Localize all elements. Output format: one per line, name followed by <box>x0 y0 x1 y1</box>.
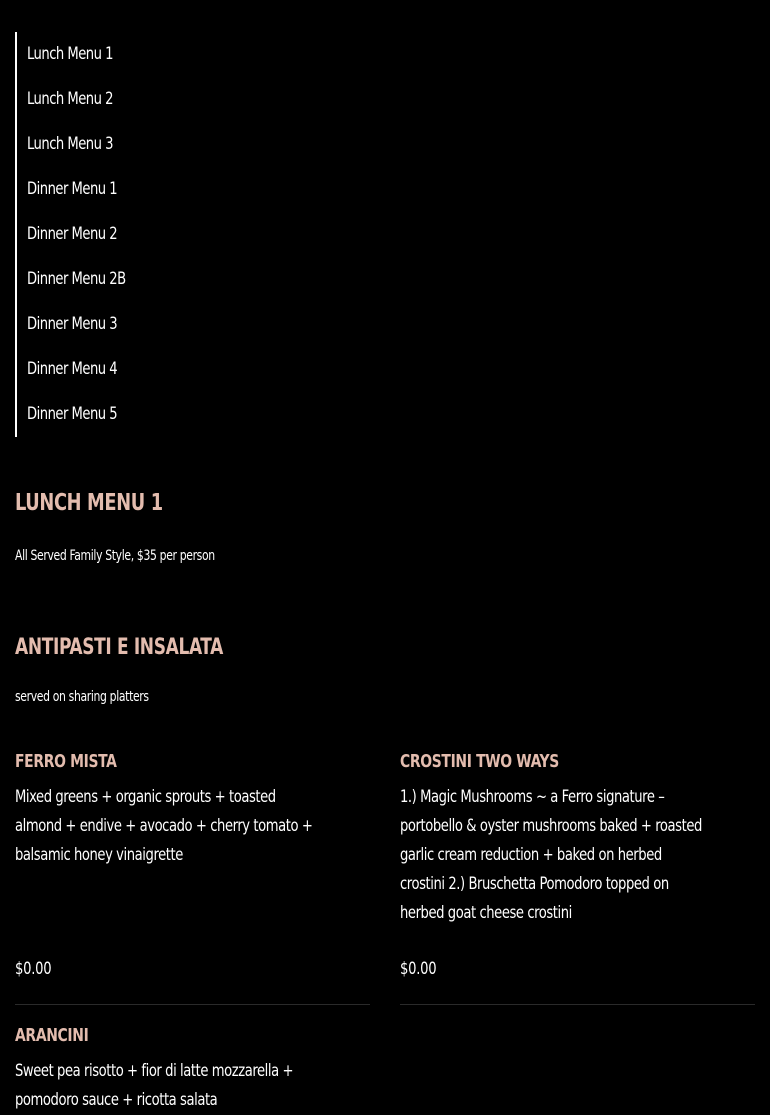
nav-item-dinner-menu-4[interactable]: Dinner Menu 4 <box>27 359 118 379</box>
nav-item-lunch-menu-2[interactable]: Lunch Menu 2 <box>27 89 113 109</box>
menu-subtitle: All Served Family Style, $35 per person <box>15 548 215 564</box>
section-subtitle: served on sharing platters <box>15 689 149 705</box>
menu-navigation <box>15 32 315 437</box>
nav-item-dinner-menu-3[interactable]: Dinner Menu 3 <box>27 314 118 334</box>
menu-item-description: Mixed greens + organic sprouts + toasted almond + endive + avocado + cherry tomato + balsamic honey vinaigrette <box>15 787 313 865</box>
menu-item-name: ARANCINI <box>15 1025 89 1046</box>
menu-item-ferro-mista <box>15 751 370 1006</box>
menu-item-price: $0.00 <box>400 959 437 979</box>
nav-item-lunch-menu-3[interactable]: Lunch Menu 3 <box>27 134 113 154</box>
menu-title: LUNCH MENU 1 <box>15 490 163 516</box>
nav-item-dinner-menu-5[interactable]: Dinner Menu 5 <box>27 404 118 424</box>
menu-item-description: Sweet pea risotto + fior di latte mozzarella + pomodoro sauce + ricotta salata <box>15 1061 294 1110</box>
nav-item-dinner-menu-2b[interactable]: Dinner Menu 2B <box>27 269 126 289</box>
nav-item-dinner-menu-2[interactable]: Dinner Menu 2 <box>27 224 118 244</box>
section-title: ANTIPASTI E INSALATA <box>15 635 223 660</box>
menu-item-arancini <box>15 1025 370 1115</box>
nav-item-lunch-menu-1[interactable]: Lunch Menu 1 <box>27 44 113 64</box>
item-divider <box>400 1004 755 1005</box>
menu-item-crostini-two-ways <box>400 751 755 1006</box>
menu-item-name: FERRO MISTA <box>15 751 117 772</box>
menu-item-name: CROSTINI TWO WAYS <box>400 751 559 772</box>
nav-item-dinner-menu-1[interactable]: Dinner Menu 1 <box>27 179 118 199</box>
menu-item-description: 1.) Magic Mushrooms ~ a Ferro signature – portobello & oyster mushrooms baked + roasted garlic cream reduction + baked on herbed crostini 2.) Bruschetta Pomodoro topped on herbed goat cheese crostini <box>400 787 702 923</box>
item-divider <box>15 1004 370 1005</box>
menu-item-price: $0.00 <box>15 959 52 979</box>
